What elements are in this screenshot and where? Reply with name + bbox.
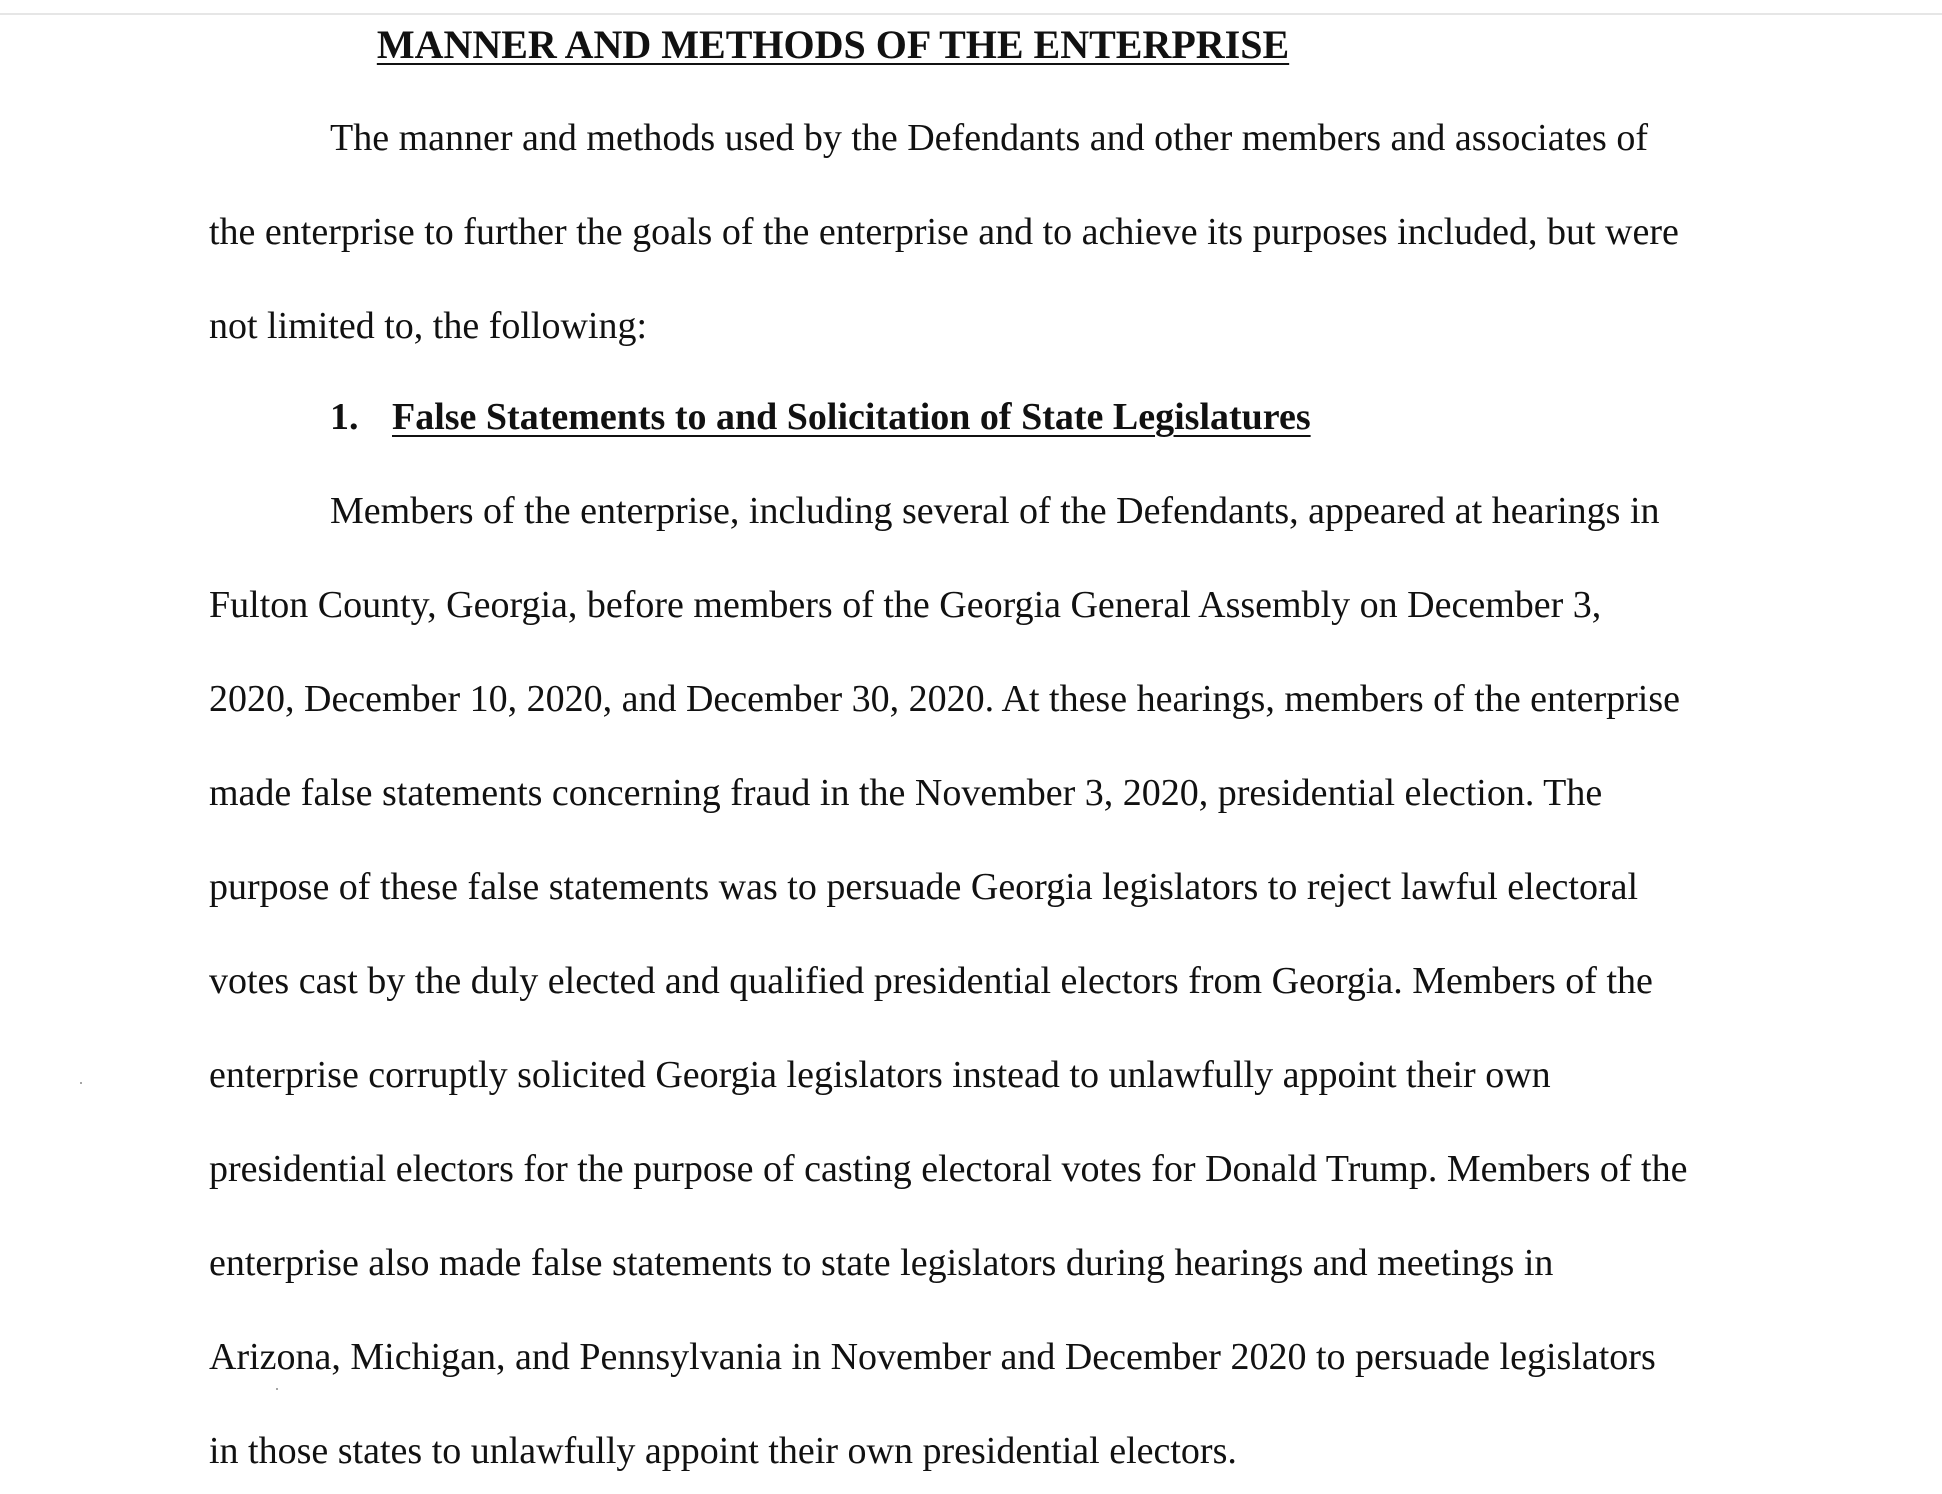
body-line-6: votes cast by the duly elected and qualified presidential electors from Georgia. Members of the (209, 960, 1653, 1002)
intro-line-1: The manner and methods used by the Defendants and other members and associates of (330, 117, 1648, 159)
subsection-number: 1. (330, 396, 359, 438)
body-line-11: in those states to unlawfully appoint their own presidential electors. (209, 1430, 1237, 1472)
body-line-8: presidential electors for the purpose of casting electoral votes for Donald Trump. Members of the (209, 1148, 1688, 1190)
body-line-9: enterprise also made false statements to state legislators during hearings and meetings in (209, 1242, 1554, 1284)
scan-speck (276, 1388, 278, 1390)
body-line-7: enterprise corruptly solicited Georgia legislators instead to unlawfully appoint their own (209, 1054, 1551, 1096)
intro-line-3: not limited to, the following: (209, 305, 648, 347)
intro-line-2: the enterprise to further the goals of the enterprise and to achieve its purposes included, but were (209, 211, 1679, 253)
section-heading (0, 20, 1942, 70)
top-divider (0, 13, 1942, 15)
body-line-3: 2020, December 10, 2020, and December 30, 2020. At these hearings, members of the enterprise (209, 678, 1680, 720)
subsection-title: False Statements to and Solicitation of State Legislatures (392, 396, 1311, 438)
body-line-4: made false statements concerning fraud in the November 3, 2020, presidential election. The (209, 772, 1603, 814)
body-line-2: Fulton County, Georgia, before members of the Georgia General Assembly on December 3, (209, 584, 1602, 626)
heading-text: MANNER AND METHODS OF THE ENTERPRISE (376, 22, 1290, 67)
body-line-1: Members of the enterprise, including several of the Defendants, appeared at hearings in (330, 490, 1660, 532)
subsection-heading (330, 393, 1311, 441)
body-line-5: purpose of these false statements was to persuade Georgia legislators to reject lawful electoral (209, 866, 1639, 908)
scan-speck (80, 1082, 82, 1084)
body-line-10: Arizona, Michigan, and Pennsylvania in November and December 2020 to persuade legislators (209, 1336, 1656, 1378)
